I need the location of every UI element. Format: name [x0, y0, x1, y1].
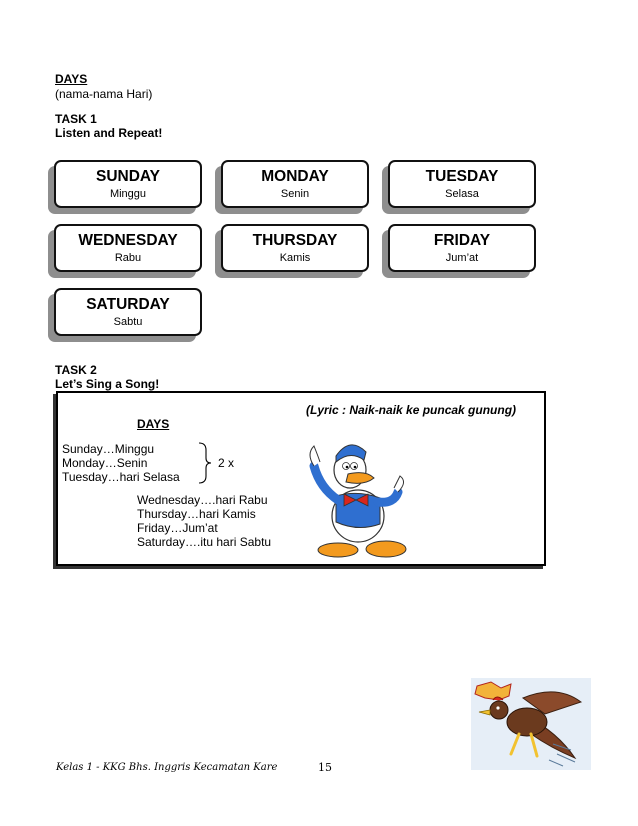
day-english: SATURDAY: [86, 296, 170, 313]
verse1-line: Sunday…Minggu: [62, 442, 155, 456]
verse2-line: Saturday….itu hari Sabtu: [137, 535, 272, 549]
day-english: SUNDAY: [95, 168, 161, 185]
day-indonesian: Selasa: [445, 188, 479, 200]
footer-text: Kelas 1 - KKG Bhs. Inggris Kecamatan Kare: [56, 762, 278, 773]
day-card-tuesday: [388, 160, 536, 208]
day-card-saturday: [54, 288, 202, 336]
day-english: THURSDAY: [252, 232, 338, 249]
task1-title: TASK 1: [55, 112, 97, 126]
day-english: FRIDAY: [433, 232, 491, 249]
day-english: TUESDAY: [425, 168, 499, 185]
day-indonesian: Sabtu: [113, 316, 143, 328]
day-card-wednesday: [54, 224, 202, 272]
day-card-monday: [221, 160, 369, 208]
day-indonesian: Kamis: [279, 252, 311, 264]
day-indonesian: Minggu: [109, 188, 147, 200]
section-subtitle: (nama-nama Hari): [55, 87, 153, 101]
task2-instruction: Let’s Sing a Song!: [55, 377, 160, 391]
lyric-note: (Lyric : Naik-naik ke puncak gunung): [306, 403, 517, 417]
day-indonesian: Jum’at: [445, 252, 479, 264]
verse2-line: Thursday…hari Kamis: [137, 507, 256, 521]
verse1-line: Tuesday…hari Selasa: [62, 470, 180, 484]
task1-instruction: Listen and Repeat!: [55, 126, 163, 140]
day-english: MONDAY: [261, 168, 329, 185]
section-title: DAYS: [55, 72, 88, 86]
day-card-sunday: [54, 160, 202, 208]
verse2-line: Wednesday….hari Rabu: [137, 493, 268, 507]
day-indonesian: Senin: [280, 188, 310, 200]
rooster-illustration: [471, 678, 591, 770]
verse1-line: Monday…Senin: [62, 456, 148, 470]
day-english: WEDNESDAY: [78, 232, 178, 249]
task2-title: TASK 2: [55, 363, 97, 377]
curly-brace-icon: [197, 441, 213, 485]
verse2-line: Friday…Jum’at: [137, 521, 218, 535]
day-card-friday: [388, 224, 536, 272]
day-card-thursday: [221, 224, 369, 272]
page-number: 15: [318, 761, 332, 774]
repeat-marker: 2 x: [218, 456, 235, 470]
duck-illustration: [300, 432, 410, 560]
song-title: DAYS: [137, 417, 170, 431]
day-indonesian: Rabu: [114, 252, 142, 264]
